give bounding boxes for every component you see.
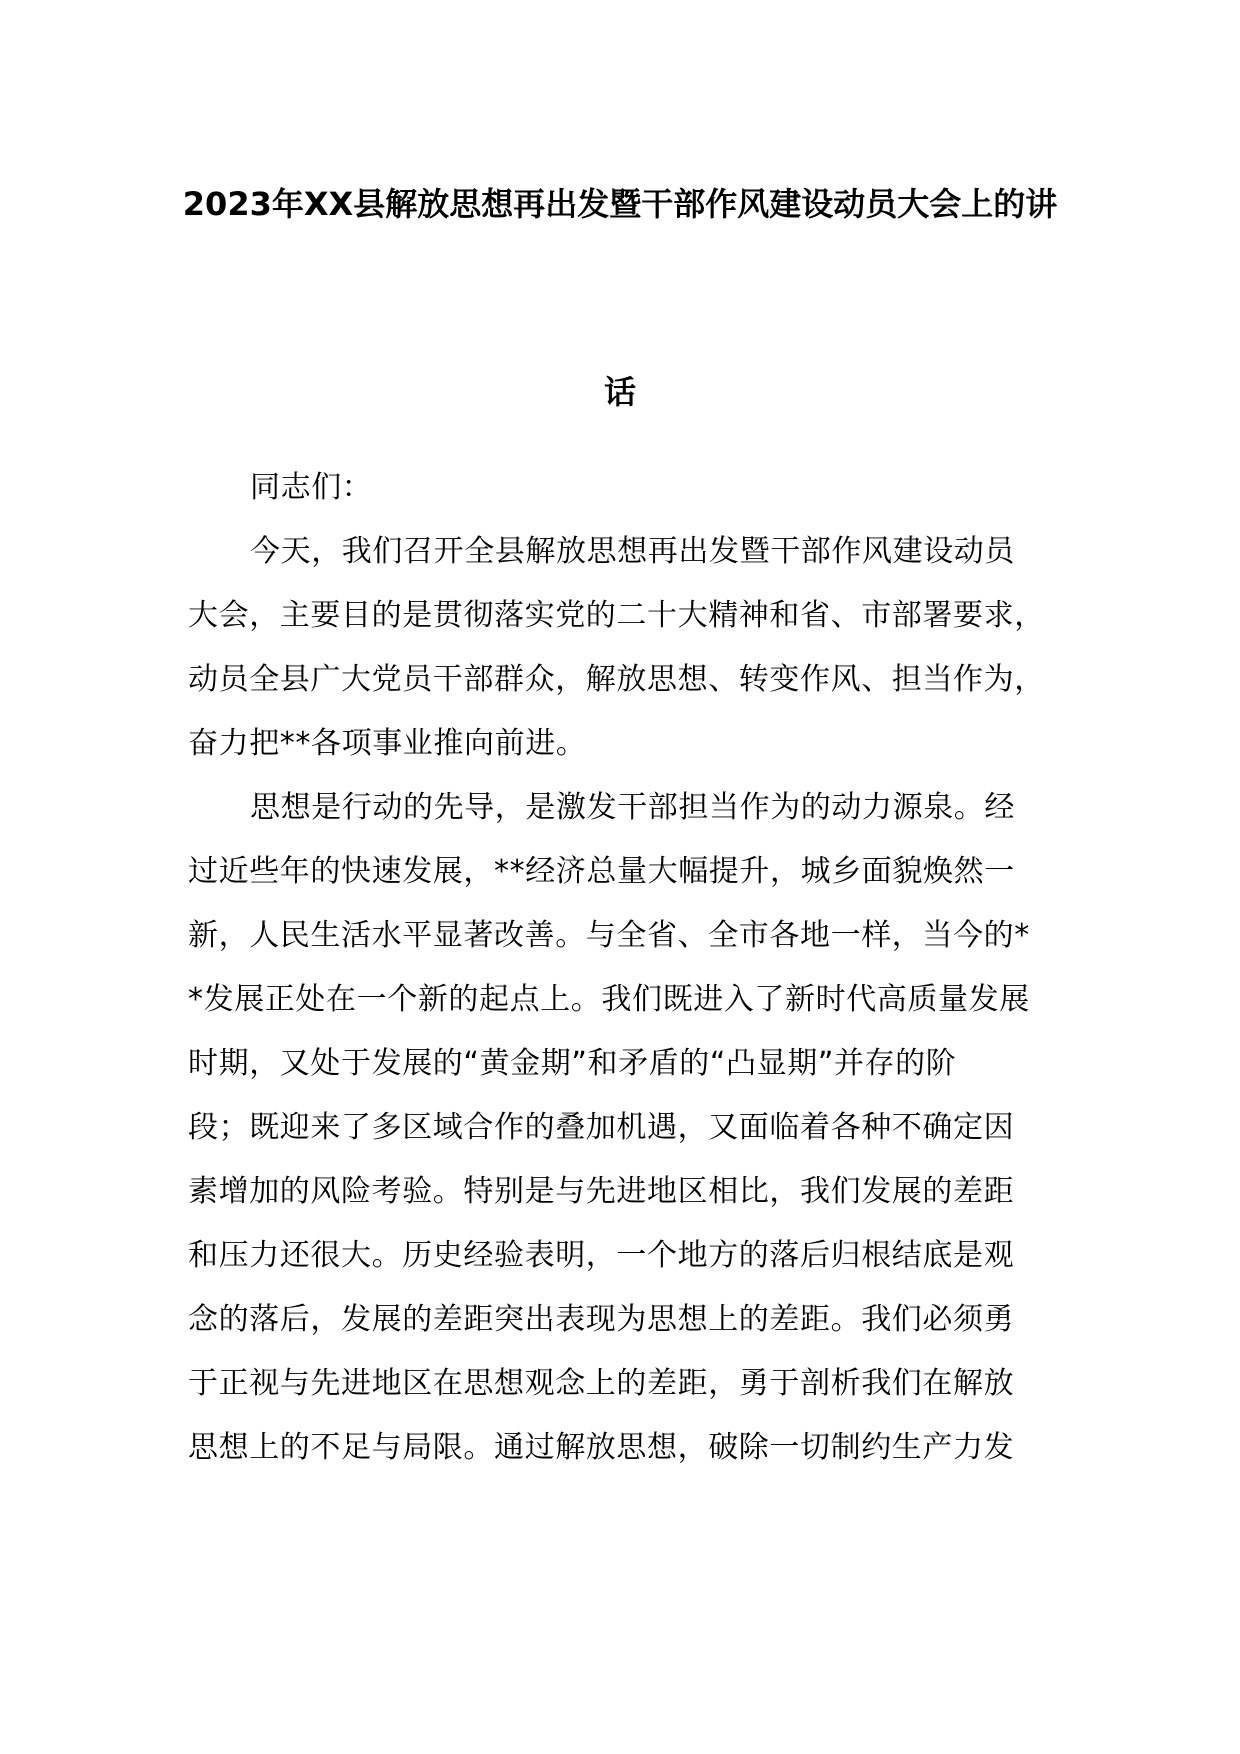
body-line: *发展正处在一个新的起点上。我们既进入了新时代高质量发展: [188, 982, 1030, 1017]
body-line: 于正视与先进地区在思想观念上的差距，勇于剖析我们在解放: [188, 1366, 1015, 1401]
body-line: 和压力还很大。历史经验表明，一个地方的落后归根结底是观: [188, 1238, 1015, 1273]
body-line: 大会，主要目的是贯彻落实党的二十大精神和省、市部署要求，: [188, 598, 1045, 633]
body-line: 时期，又处于发展的“黄金期”和矛盾的“凸显期”并存的阶: [188, 1046, 957, 1081]
document-title-line-1: 2023年XX县解放思想再出发暨干部作风建设动员大会上的讲: [182, 185, 1058, 223]
body-line: 新，人民生活水平显著改善。与全省、全市各地一样，当今的*: [188, 918, 1030, 953]
body-line: 素增加的风险考验。特别是与先进地区相比，我们发展的差距: [188, 1174, 1015, 1209]
document-body: [188, 456, 1088, 1480]
body-line: 思想上的不足与局限。通过解放思想，破除一切制约生产力发: [188, 1430, 1015, 1465]
body-line: 段；既迎来了多区域合作的叠加机遇，又面临着各种不确定因: [188, 1110, 1015, 1145]
body-line: 过近些年的快速发展，**经济总量大幅提升，城乡面貌焕然一: [188, 854, 1015, 889]
body-line: 奋力把**各项事业推向前进。: [188, 726, 587, 761]
document-title-line-2: 话: [603, 373, 636, 411]
salutation-line: 同志们：: [250, 470, 373, 505]
body-line: 动员全县广大党员干部群众，解放思想、转变作风、担当作为，: [188, 662, 1045, 697]
body-line: 今天，我们召开全县解放思想再出发暨干部作风建设动员: [250, 534, 1015, 569]
body-line: 念的落后，发展的差距突出表现为思想上的差距。我们必须勇: [188, 1302, 1015, 1337]
body-line: 思想是行动的先导，是激发干部担当作为的动力源泉。经: [250, 790, 1015, 825]
